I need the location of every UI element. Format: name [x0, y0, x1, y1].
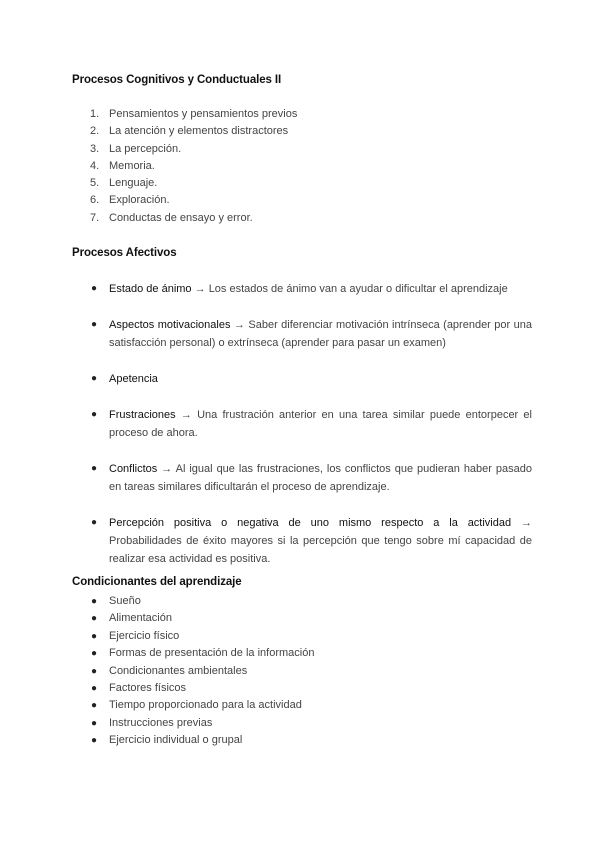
list-item: ● Percepción positiva o negativa de uno mismo respecto a la actividad → Probabilidades de éxito mayores si la percepción que tengo sobre mí capacidad de realizar esa actividad es positiva.	[72, 514, 532, 568]
list-item: 7. Conductas de ensayo y error.	[90, 211, 253, 224]
bullet-icon: ●	[91, 319, 98, 330]
list-item: ● Instrucciones previas	[72, 715, 314, 732]
list-item: ● Ejercicio individual o grupal	[72, 732, 314, 749]
conditions-list	[72, 593, 314, 750]
list-item: 5. Lenguaje.	[90, 177, 158, 190]
list-item: 2. La atención y elementos distractores	[90, 125, 289, 138]
bullet-icon: ●	[91, 735, 98, 747]
affective-list	[72, 280, 532, 568]
list-item: 3. La percepción.	[90, 142, 182, 155]
bullet-icon: ●	[91, 283, 98, 294]
section-title-affective: Procesos Afectivos	[72, 247, 177, 259]
list-item: ● Tiempo proporcionado para la actividad	[72, 697, 314, 714]
section-title-conditions: Condicionantes del aprendizaje	[72, 576, 242, 588]
list-item: ● Sueño	[72, 593, 314, 610]
list-item: ● Condicionantes ambientales	[72, 663, 314, 680]
list-item: ● Conflictos → Al igual que las frustraciones, los conflictos que pudieran haber pasado en tareas similares dificultarán el proceso de aprendizaje.	[72, 460, 532, 496]
list-item: ● Factores físicos	[72, 680, 314, 697]
list-item: ● Ejercicio físico	[72, 628, 314, 645]
bullet-icon: ●	[91, 463, 98, 474]
bullet-icon: ●	[91, 596, 98, 607]
bullet-icon: ●	[91, 700, 98, 712]
bullet-icon: ●	[91, 665, 98, 677]
list-item: ● Formas de presentación de la información	[72, 645, 314, 662]
bullet-icon: ●	[91, 630, 98, 642]
bullet-icon: ●	[91, 409, 98, 420]
list-item: 4. Memoria.	[90, 159, 155, 172]
bullet-icon: ●	[91, 682, 98, 694]
list-item: ● Aspectos motivacionales → Saber diferenciar motivación intrínseca (aprender por una satisfacción personal) o extrínseca (aprender para pasar un examen)	[72, 316, 532, 352]
list-item: ● Apetencia	[72, 370, 532, 388]
bullet-icon: ●	[91, 613, 98, 625]
list-item: ● Alimentación	[72, 610, 314, 627]
bullet-icon: ●	[91, 373, 98, 384]
list-item: 6. Exploración.	[90, 194, 170, 207]
bullet-icon: ●	[91, 717, 98, 729]
list-item: 1. Pensamientos y pensamientos previos	[90, 108, 298, 120]
list-item: ● Estado de ánimo → Los estados de ánimo van a ayudar o dificultar el aprendizaje	[72, 280, 532, 298]
cognitive-list	[72, 106, 297, 227]
bullet-icon: ●	[91, 648, 98, 660]
section-title-cognitive: Procesos Cognitivos y Conductuales II	[72, 74, 282, 86]
bullet-icon: ●	[91, 517, 98, 528]
list-item: ● Frustraciones → Una frustración anterior en una tarea similar puede entorpecer el proceso de ahora.	[72, 406, 532, 442]
